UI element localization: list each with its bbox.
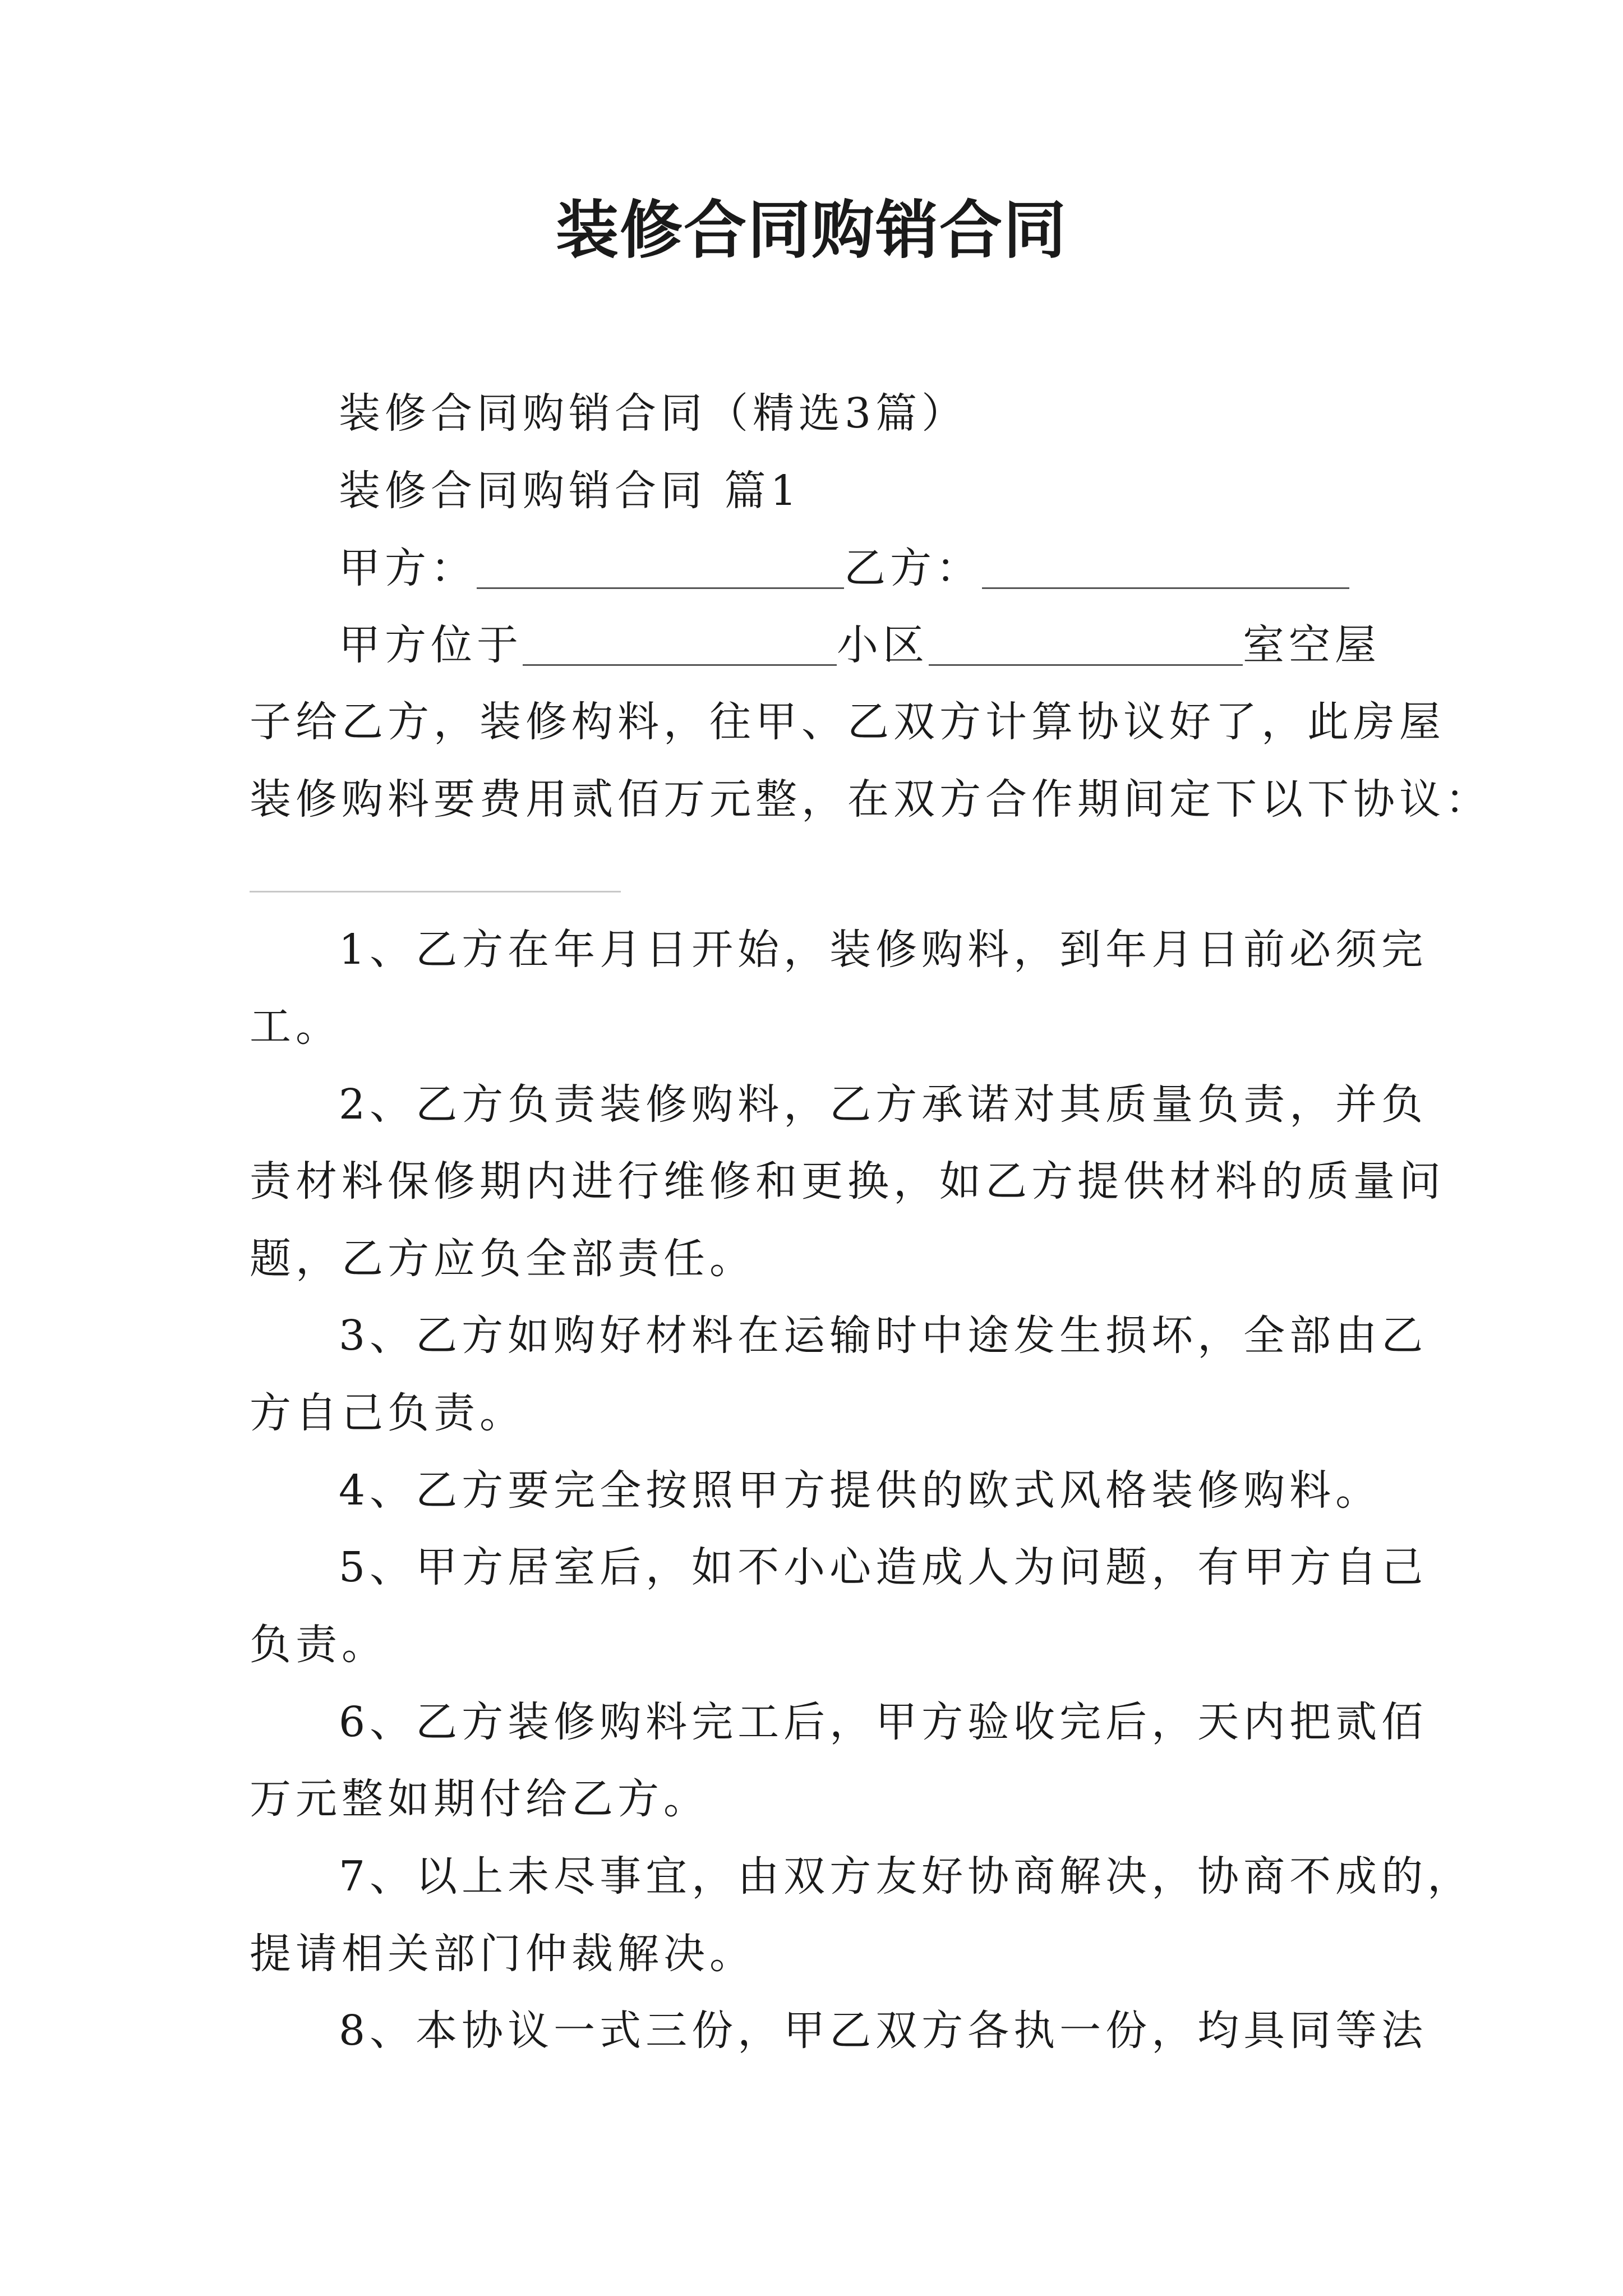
party-a-blank	[477, 547, 844, 589]
clause-8-line-1: 8、本协议一式三份，甲乙双方各执一份，均具同等法	[339, 2007, 1428, 2055]
party-b-blank	[982, 547, 1349, 589]
intro-line-2: 子给乙方，装修构料，往甲、乙双方计算协议好了，此房屋	[250, 698, 1445, 746]
clause-5-line-1: 5、甲方居室后，如不小心造成人为问题，有甲方自己	[339, 1543, 1428, 1591]
document-subtitle: 装修合同购销合同（精选3篇）	[339, 389, 968, 438]
intro-line-3: 装修购料要费用贰佰万元整，在双方合作期间定下以下协议：	[250, 775, 1491, 823]
clause-7-line-2: 提请相关部门仲裁解决。	[250, 1930, 755, 1978]
clause-2-line-1: 2、乙方负责装修购料，乙方承诺对其质量负责，并负	[339, 1080, 1428, 1129]
divider-line	[250, 891, 621, 892]
intro-text: 小区	[837, 621, 929, 669]
clause-7-line-1: 7、以上未尽事宜，由双方友好协商解决，协商不成的，	[339, 1852, 1474, 1901]
clause-5-line-2: 负责。	[250, 1621, 388, 1669]
clause-1-line-2: 工。	[250, 1002, 342, 1051]
parties-line	[339, 544, 1349, 592]
clause-4-line-1: 4、乙方要完全按照甲方提供的欧式风格装修购料。	[339, 1466, 1382, 1515]
clause-3-line-1: 3、乙方如购好材料在运输时中途发生损坏，全部由乙	[339, 1312, 1428, 1360]
clause-6-line-1: 6、乙方装修购料完工后，甲方验收完后，天内把贰佰	[339, 1698, 1428, 1746]
location-blank	[523, 624, 837, 666]
section-heading: 装修合同购销合同 篇1	[339, 467, 801, 515]
intro-text: 甲方位于	[339, 621, 523, 669]
clause-2-line-2: 责材料保修期内进行维修和更换，如乙方提供材料的质量问	[250, 1157, 1445, 1205]
clause-2-line-3: 题，乙方应负全部责任。	[250, 1235, 755, 1283]
party-a-label: 甲方：	[339, 544, 477, 592]
clause-3-line-2: 方自己负责。	[250, 1389, 525, 1437]
intro-text: 室空屋	[1243, 621, 1381, 669]
intro-line-1	[339, 621, 1381, 669]
clause-1-line-1: 1、乙方在年月日开始，装修购料，到年月日前必须完	[339, 926, 1428, 974]
party-b-label: 乙方：	[844, 544, 982, 592]
clause-6-line-2: 万元整如期付给乙方。	[250, 1775, 709, 1823]
document-title: 装修合同购销合同	[556, 194, 1067, 267]
room-blank	[929, 624, 1243, 666]
